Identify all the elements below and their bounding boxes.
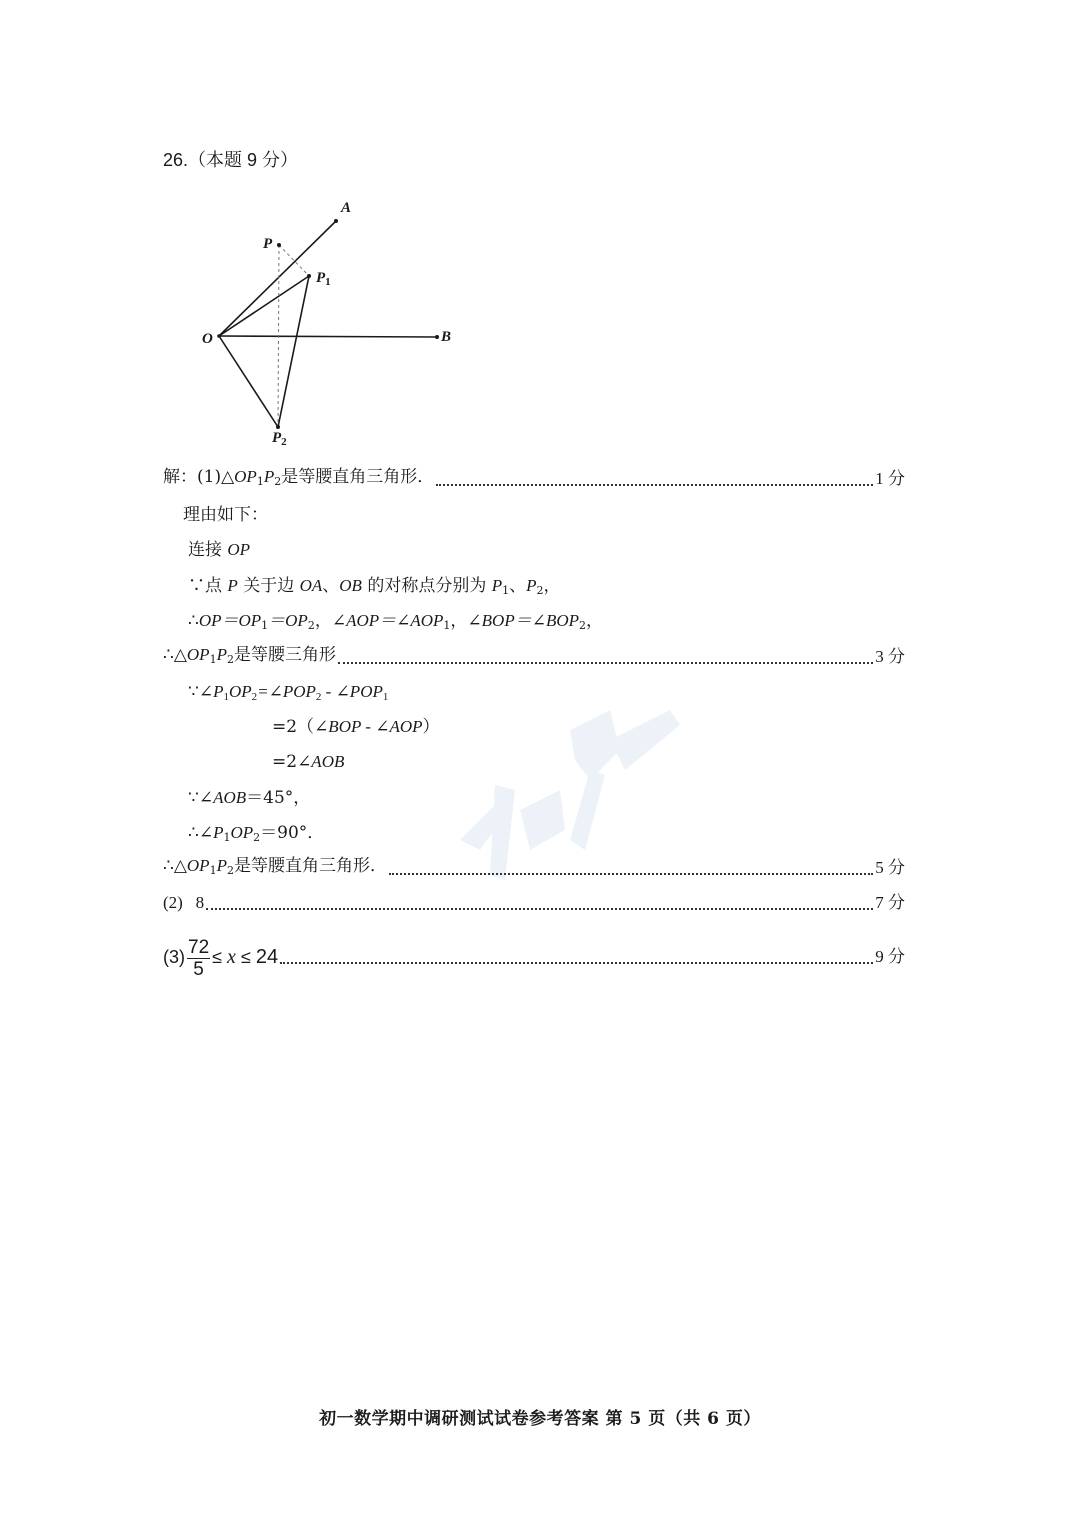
score-marker: 5 分 [875,858,905,877]
score-marker: 1 分 [875,469,905,488]
dot-leader [206,908,873,910]
solution-line-6: $\therefore\triangle OP_1P_2$是等腰三角形 3 分 [163,642,905,672]
point-label-P: P [263,236,273,252]
solution-line-10: ∵∠AOB＝45°， [188,788,311,808]
dot-leader [389,873,873,875]
segment-OP2 [219,336,278,427]
part-2-answer: 8 [195,893,205,912]
dashed-PP2 [278,245,279,427]
solution-part-3: (3) $\frac{72}{5}$ ≤ x ≤ 24 9 分 [163,933,905,981]
point-label-P1: $P_1$ [316,270,331,288]
geometry-diagram [0,0,1080,470]
solution-line-5: $\therefore OP=OP_1=OP_2$，$\angle AOP=\angle AOP_1$，$\angle BOP=\angle BOP_2$， [188,611,604,632]
solution-line-11: $\therefore\angle P_1OP_2=90^\circ$． [188,823,325,844]
point-label-P2: $P_2$ [272,430,287,448]
solution-line-8: =2（∠BOP - ∠AOP） [272,717,440,737]
ray-OB [219,336,437,337]
fraction: $\frac{72}{5}$ [188,936,210,980]
dot-leader [436,484,873,486]
point-label-A: A [341,200,352,216]
solution-part-2: (2) 8 7 分 [163,888,905,918]
solution-line-1: 解：$(1)\triangle OP_1P_2$是等腰直角三角形． 1 分 [163,464,905,494]
score-marker: 3 分 [875,647,905,666]
score-marker: 7 分 [875,893,905,912]
segment-P1P2 [278,276,309,427]
dot-leader [338,662,873,664]
dot-leader [280,962,873,964]
solution-line-7: $\because\angle P_1OP_2=\angle POP_2$ - $\angle POP_1$ [188,682,389,703]
solution-line-9: =2∠AOB [272,752,345,772]
score-marker: 9 分 [875,947,905,966]
question-score: （本题 9 分） [188,150,299,170]
solution-line-4: ∵点 P 关于边 OA、OB 的对称点分别为 $P_1$、$P_2$， [188,576,561,597]
point-label-B: B [441,329,452,345]
page-footer: 初一数学期中调研测试试卷参考答案 第 5 页（共 6 页） [319,1409,761,1429]
solution-line-12: $\therefore\triangle OP_1P_2$是等腰直角三角形． 5 分 [163,853,905,883]
segment-OP1 [219,276,309,336]
solution-line-3: 连接 OP [188,540,251,560]
dashed-PP1 [279,245,309,276]
question-number: 26. [163,150,189,170]
point-label-O: O [202,331,213,347]
solution-line-2: 理由如下： [183,505,268,525]
